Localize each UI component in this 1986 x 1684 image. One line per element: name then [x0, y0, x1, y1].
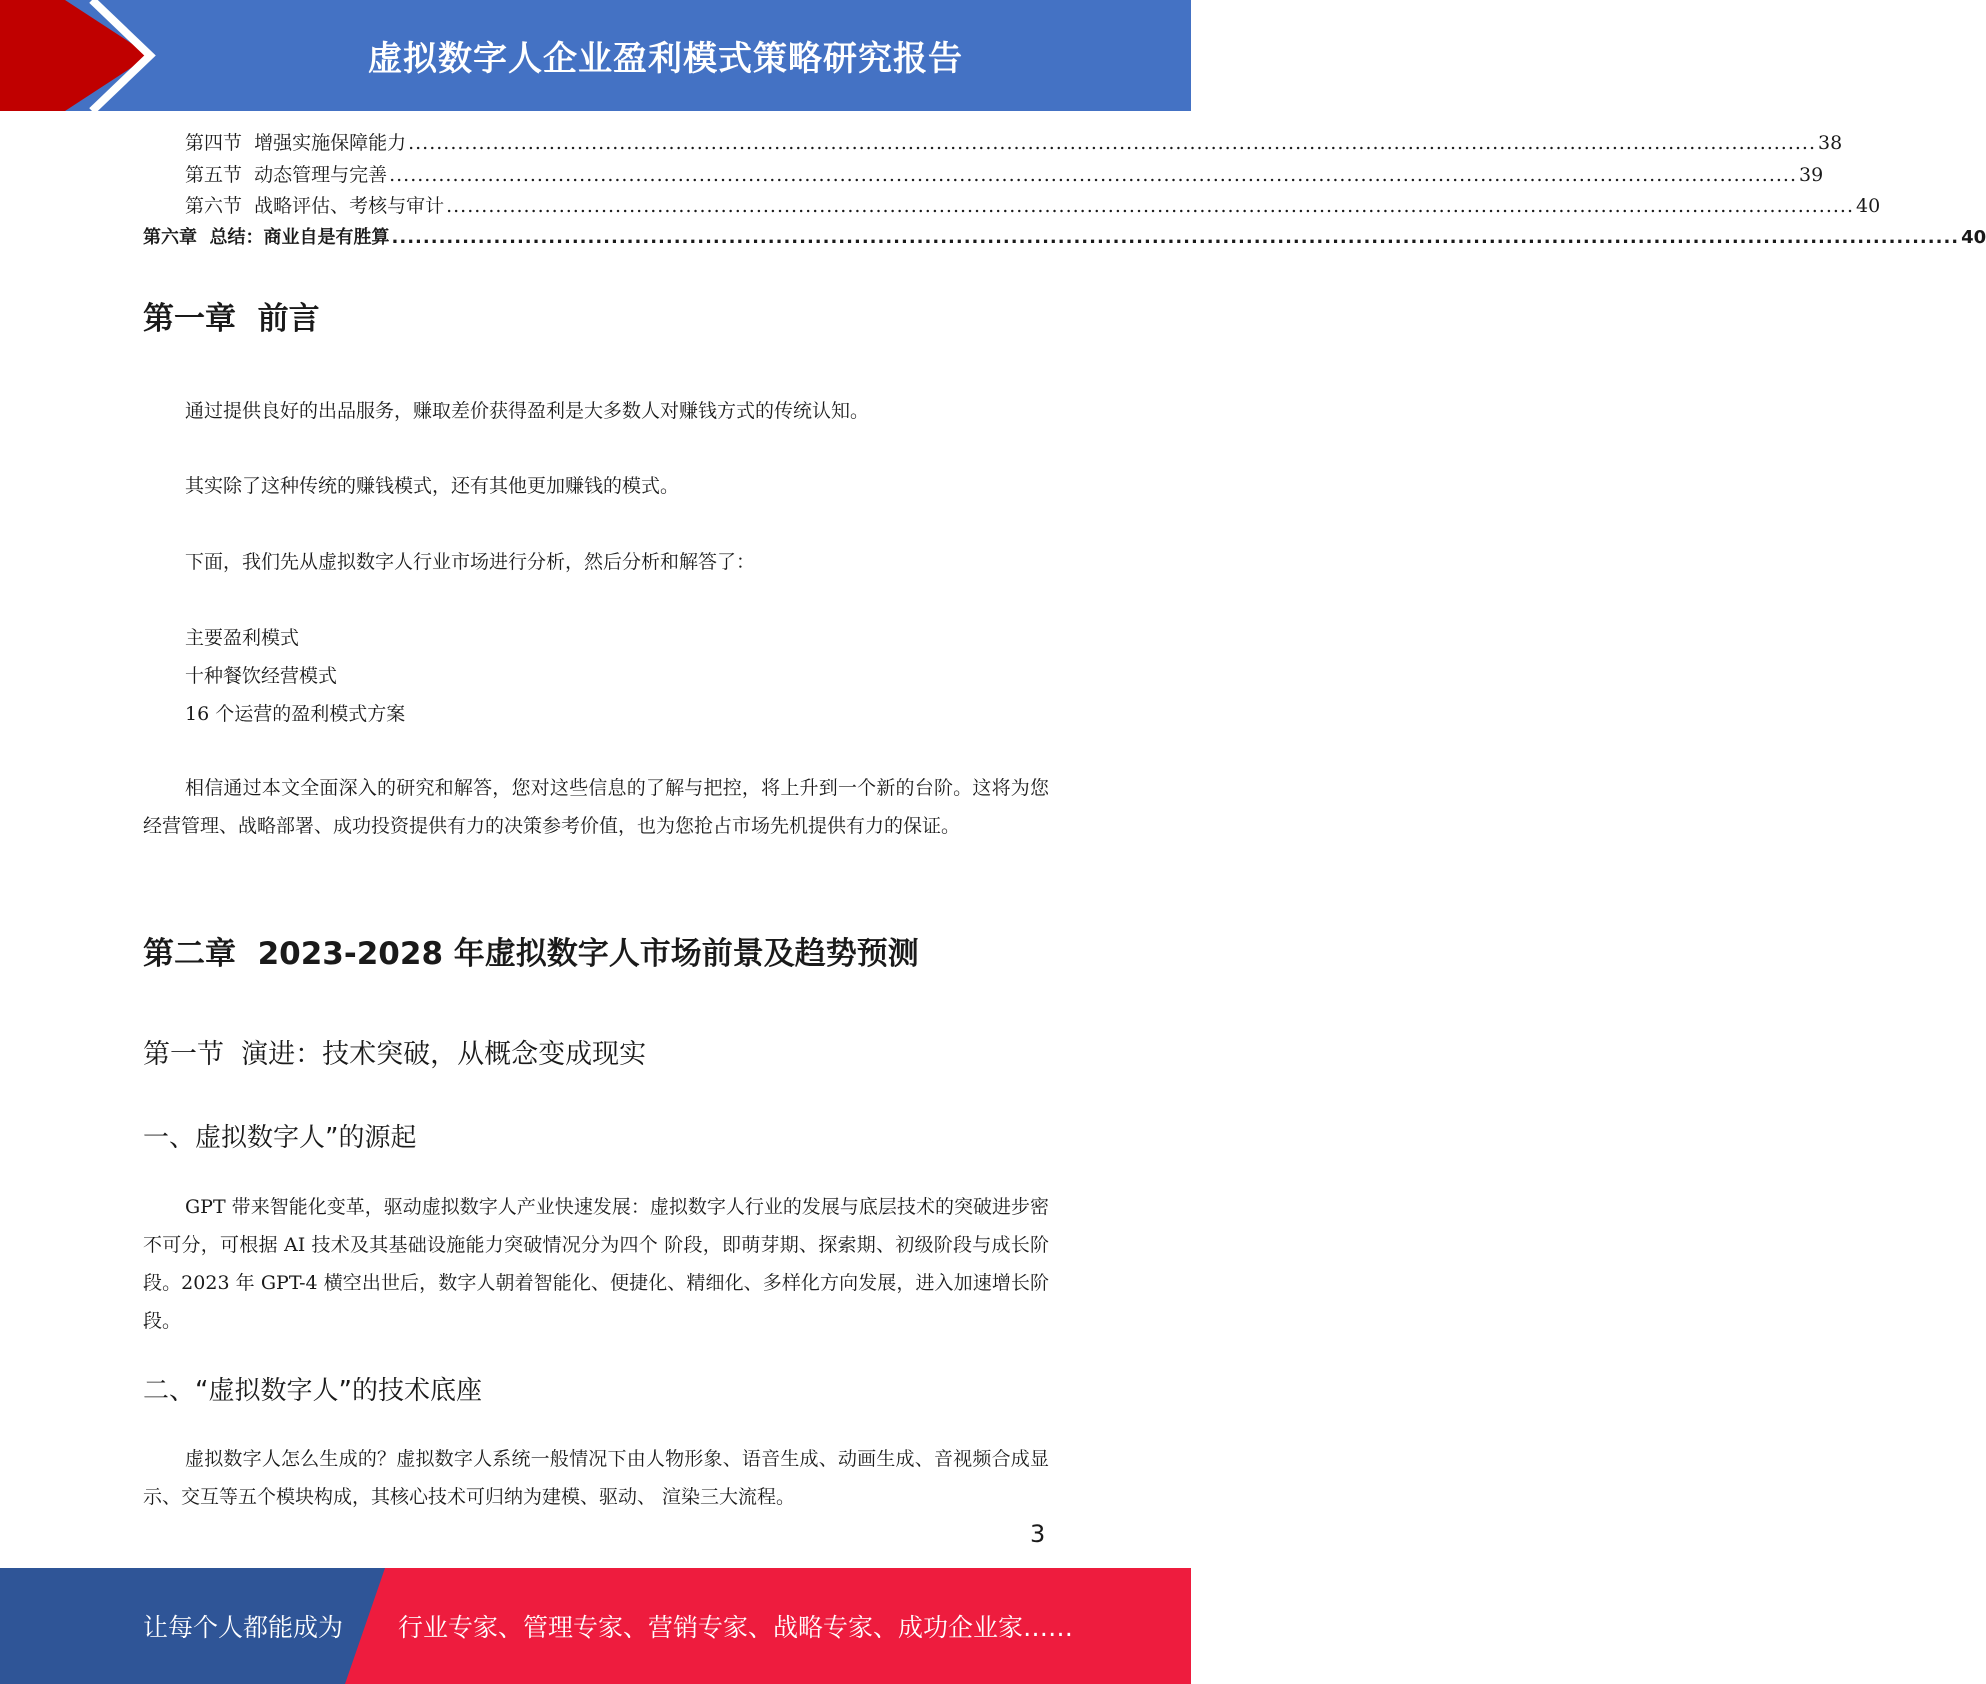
- toc-entry-title: 第四节 增强实施保障能力: [185, 132, 407, 154]
- toc-entry-title: 第六章 总结：商业自是有胜算: [143, 226, 390, 248]
- section-heading: 第一节 演进：技术突破，从概念变成现实: [143, 1039, 647, 1070]
- page-header: [0, 0, 1191, 111]
- toc-entry-title: 第六节 战略评估、考核与审计: [185, 195, 445, 217]
- page-number: 3: [1030, 1520, 1046, 1548]
- paragraph: 通过提供良好的出品服务，赚取差价获得盈利是大多数人对赚钱方式的传统认知。: [185, 400, 870, 422]
- toc-leader-dots: ........................................................................................................................................................................................................: [408, 132, 1817, 154]
- toc-entry-page: 39: [1799, 163, 1824, 186]
- subsection-heading: 一、虚拟数字人”的源起: [143, 1123, 417, 1153]
- subsection-heading: 二、“虚拟数字人”的技术底座: [143, 1376, 482, 1406]
- toc-entry-chapter[interactable]: [143, 223, 1986, 255]
- paragraph: 下面，我们先从虚拟数字人行业市场进行分析，然后分析和解答了：: [185, 551, 756, 573]
- paragraph: 相信通过本文全面深入的研究和解答，您对这些信息的了解与把控，将上升到一个新的台阶。这将为您经营管理、战略部署、成功投资提供有力的决策参考价值，也为您抢占市场先机提供有力的保证。: [143, 777, 1049, 837]
- table-of-contents: [143, 128, 1986, 254]
- paragraph: 其实除了这种传统的赚钱模式，还有其他更加赚钱的模式。: [185, 475, 680, 497]
- toc-entry-page: 38: [1818, 132, 1843, 154]
- list-item: 16 个运营的盈利模式方案: [185, 703, 406, 725]
- toc-entry[interactable]: [143, 160, 1824, 192]
- report-title: 虚拟数字人企业盈利模式策略研究报告: [368, 39, 963, 79]
- list-item: 十种餐饮经营模式: [185, 665, 338, 687]
- toc-leader-dots: ........................................................................................................................................................................................................: [389, 163, 1798, 186]
- toc-leader-dots: ........................................................................................................................................................................................................: [446, 195, 1855, 217]
- toc-entry-page: 40: [1856, 195, 1881, 217]
- paragraph: GPT 带来智能化变革，驱动虚拟数字人产业快速发展：虚拟数字人行业的发展与底层技术的突破进步密不可分，可根据 AI 技术及其基础设施能力突破情况分为四个 阶段，即萌芽期、探索期、初级阶段与成长阶段。2023 年 GPT-4 横空出世后，数字人朝着智能化、便捷化、精细化、多样化方向发展，进入加速增长阶段。: [143, 1196, 1049, 1332]
- chapter-heading: 第二章 2023-2028 年虚拟数字人市场前景及趋势预测: [143, 936, 919, 972]
- toc-leader-dots: ........................................................................................................................................................................................................: [391, 226, 1960, 248]
- footer-slogan-right: 行业专家、管理专家、营销专家、战略专家、成功企业家……: [398, 1613, 1074, 1642]
- toc-entry[interactable]: [143, 128, 1843, 160]
- page-footer: [0, 1568, 1191, 1684]
- footer-slogan-left: 让每个人都能成为: [143, 1613, 344, 1642]
- toc-entry[interactable]: [143, 191, 1881, 223]
- toc-entry-title: 第五节 动态管理与完善: [185, 163, 388, 186]
- paragraph: 虚拟数字人怎么生成的？虚拟数字人系统一般情况下由人物形象、语音生成、动画生成、音视频合成显示、交互等五个模块构成，其核心技术可归纳为建模、驱动、 渲染三大流程。: [143, 1448, 1049, 1508]
- toc-entry-page: 40: [1961, 226, 1986, 248]
- chapter-heading: 第一章 前言: [143, 301, 320, 337]
- list-item: 主要盈利模式: [185, 627, 300, 649]
